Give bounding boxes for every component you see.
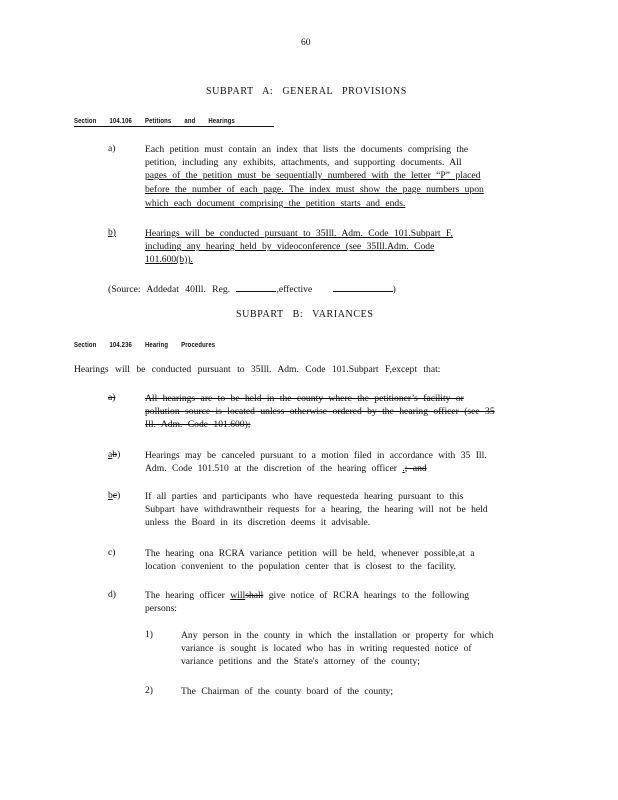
item-b-line: 101.600(b)). xyxy=(145,254,193,265)
deleted-item-a-label: a) xyxy=(108,392,116,403)
source-effective: ,effective xyxy=(276,284,313,295)
source-note xyxy=(108,282,396,297)
item-a-line: Each petition must contain an index that lists the documents comprising the xyxy=(145,144,469,155)
effective-date-blank xyxy=(333,282,393,292)
item-ab-label xyxy=(108,449,120,460)
item-d-pre: The hearing officer xyxy=(145,590,225,601)
section-104-236-label: Section 104.236 Hearing Procedures xyxy=(74,340,216,349)
item-c-line: location convenient to the population center that is closest to the facility. xyxy=(145,561,457,572)
item-d-added-word: will xyxy=(230,590,246,601)
item-ab-added-period: . xyxy=(402,463,405,474)
item-ab-line-text: Adm. Code 101.510 at the discretion of the hearing officer xyxy=(145,463,397,474)
source-prefix: (Source: Addedat 40Ill. Reg. xyxy=(108,284,231,295)
item-bc-deleted-letter: c xyxy=(112,490,118,501)
item-a-label: a) xyxy=(108,143,116,154)
item-b-label: b) xyxy=(108,227,116,238)
item-a-line: petition, including any exhibits, attachments, and supporting documents. All xyxy=(145,157,462,168)
item-a-added-line: before the number of each page. The index must show the page numbers upon xyxy=(145,184,484,195)
item-b-line: including any hearing held by videoconference (see 35Ill.Adm. Code xyxy=(145,241,435,252)
item-d-post: give notice of RCRA hearings to the following xyxy=(268,590,470,601)
section-104-106-label: Section 104.106 Petitions and Hearings xyxy=(74,116,235,125)
sub-item-1-label: 1) xyxy=(145,629,153,640)
subpart-b-heading: SUBPART B: VARIANCES xyxy=(236,309,374,320)
item-bc-line: unless the Board in its discretion deems it advisable. xyxy=(145,517,371,528)
item-ab-deleted-letter: b xyxy=(112,449,118,460)
item-bc-label xyxy=(108,490,120,501)
item-bc-paren: ) xyxy=(117,490,121,501)
deleted-item-a-line: All hearings are to be held in the county where the petitioner’s facility or xyxy=(145,393,464,404)
deleted-item-a-line: pollution source is located unless otherwise ordered by the hearing officer (see 35 xyxy=(145,406,495,417)
item-bc-line: Subpart have withdrawntheir requests for a hearing, the hearing will not be held xyxy=(145,504,488,515)
item-ab-line: Hearings may be canceled pursuant to a motion filed in accordance with 35 Ill. xyxy=(145,450,487,461)
deleted-item-a-line: Ill. Adm. Code 101.600); xyxy=(145,419,251,430)
sub-item-1-line: Any person in the county in which the installation or property for which xyxy=(181,630,494,641)
item-ab-added-letter: a xyxy=(108,449,113,460)
item-a-added-line: pages of the petition must be sequentially numbered with the letter “P” placed xyxy=(145,170,481,181)
sub-item-1-line: variance is sought is located who has in writing requested notice of xyxy=(181,643,472,654)
item-ab-line xyxy=(145,462,427,476)
item-b-line: Hearings will be conducted pursuant to 35Ill. Adm. Code 101.Subpart F, xyxy=(145,228,453,239)
item-c-line: The hearing ona RCRA variance petition will be held, whenever possible,at a xyxy=(145,548,475,559)
sub-item-1-line: variance petitions and the State's attorney of the county; xyxy=(181,656,420,667)
item-ab-deleted-and: ; and xyxy=(404,463,427,474)
item-ab-paren: ) xyxy=(117,449,121,460)
item-d-line xyxy=(145,589,469,603)
page-number: 60 xyxy=(301,37,311,48)
item-bc-line: If all parties and participants who have requesteda hearing pursuant to this xyxy=(145,491,464,502)
sub-item-2-line: The Chairman of the county board of the county; xyxy=(181,686,394,697)
item-a-added-line: which each document comprising the petition starts and ends. xyxy=(145,198,406,209)
item-d-line: persons: xyxy=(145,603,177,614)
subpart-a-heading: SUBPART A: GENERAL PROVISIONS xyxy=(206,86,407,97)
item-d-label: d) xyxy=(108,589,116,600)
section-104-236-intro: Hearings will be conducted pursuant to 35Ill. Adm. Code 101.Subpart F,except that: xyxy=(74,364,441,375)
sub-item-2-label: 2) xyxy=(145,685,153,696)
item-d-deleted-word: shall xyxy=(245,590,264,601)
item-c-label: c) xyxy=(108,547,116,558)
source-close: ) xyxy=(392,284,396,295)
section-104-106-underline xyxy=(74,126,274,127)
reg-blank xyxy=(236,282,276,292)
item-bc-added-letter: b xyxy=(108,490,113,501)
